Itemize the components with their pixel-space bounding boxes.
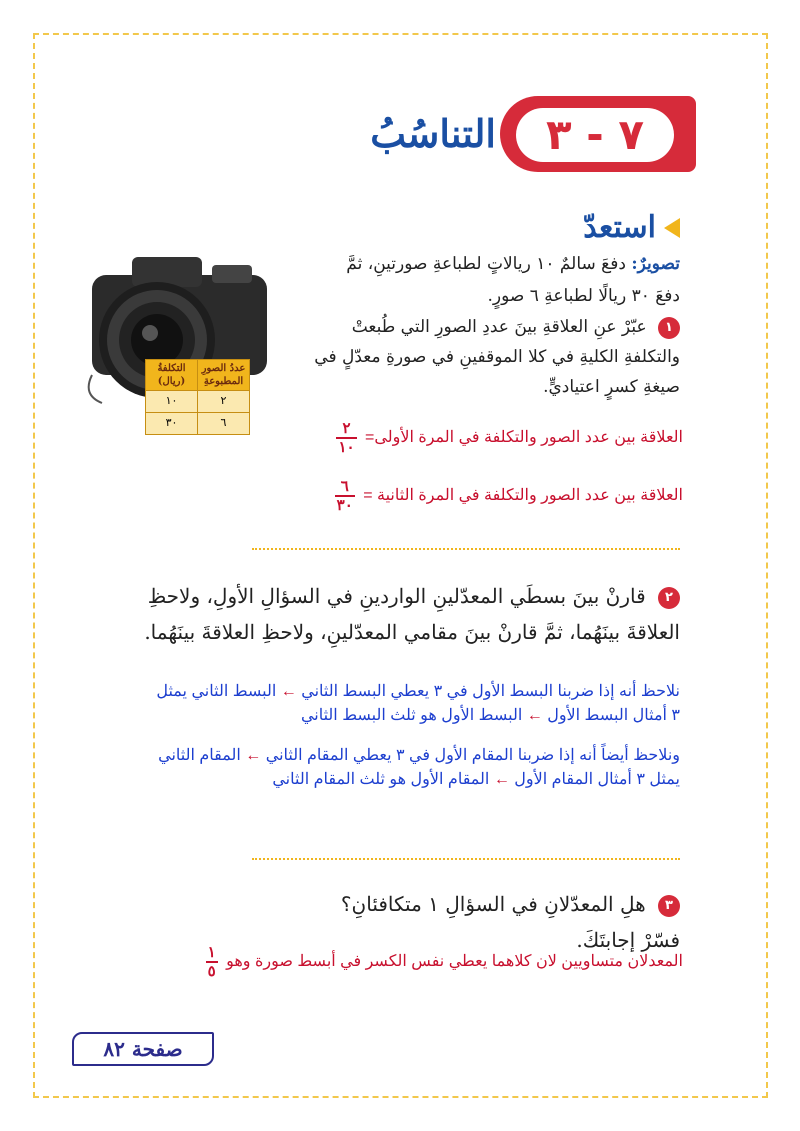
page-number: صفحة ٨٢ bbox=[72, 1032, 214, 1066]
table-cell: ١٠ bbox=[146, 391, 198, 413]
answer-2-text: المقام الأول هو ثلث المقام الثاني bbox=[272, 771, 490, 788]
answer-3 bbox=[80, 944, 683, 980]
question-2-text: قارنْ بينَ بسطَي المعدّلينِ الواردينِ في السؤالِ الأولِ، ولاحظِ العلاقةَ بينَهُما، ثمَّ قارنْ بينَ مقامي المعدّلينِ، ولاحظِ العلاقةَ بينَهُما. bbox=[144, 584, 680, 644]
fraction-numerator: ٦ bbox=[340, 478, 349, 495]
fraction-2-10 bbox=[336, 420, 356, 456]
triangle-icon bbox=[664, 218, 680, 238]
question-1-badge: ١ bbox=[658, 317, 680, 339]
table-header-photos: عددُ الصورِ المطبوعةِ bbox=[198, 360, 250, 391]
answer-2-paragraph-2 bbox=[150, 744, 680, 792]
photos-cost-table bbox=[145, 359, 250, 435]
intro-keyword: تصويرٌ: bbox=[631, 254, 680, 274]
arrow-left-icon: ← bbox=[526, 707, 543, 724]
answer-1-line-1 bbox=[265, 420, 683, 456]
answer-2-paragraph-1 bbox=[150, 680, 680, 728]
question-2 bbox=[120, 578, 680, 650]
answer-3-text: المعدلان متساويين لان كلاهما يعطي نفس الكسر في أبسط صورة وهو bbox=[226, 953, 683, 971]
answer-2-text: المقام الثاني يمثل ٣ أمثال المقام الأول bbox=[158, 747, 680, 788]
table-row bbox=[146, 413, 250, 435]
answer-2-text: ونلاحظ أيضاً أنه إذا ضربنا المقام الأول في ٣ يعطي المقام الثاني bbox=[265, 747, 680, 764]
question-2-badge: ٢ bbox=[658, 587, 680, 609]
table-header-cost: التكلفةُ (ريال) bbox=[146, 360, 198, 391]
divider bbox=[252, 858, 680, 860]
fraction-denominator: ٥ bbox=[207, 963, 216, 980]
fraction-numerator: ٢ bbox=[342, 420, 351, 437]
answer-2-text: البسط الثاني يمثل ٣ أمثال البسط الأول bbox=[156, 683, 680, 724]
question-1-text: عبّرْ عنِ العلاقةِ بينَ عددِ الصورِ التي طُبعتْ والتكلفةِ الكليةِ في كلا الموقفينِ في صورةِ معدّلٍ في صيغةِ كسرٍ اعتياديٍّ. bbox=[314, 317, 680, 397]
answer-2-text: البسط الأول هو ثلث البسط الثاني bbox=[300, 707, 523, 724]
question-3-text: هلِ المعدّلانِ في السؤالِ ١ متكافئانِ؟ فسّرْ إجابتَكَ. bbox=[340, 892, 680, 952]
lesson-title: التناسُبُ bbox=[370, 111, 496, 156]
answer-1-text-2: العلاقة بين عدد الصور والتكلفة في المرة الثانية = bbox=[363, 487, 683, 505]
fraction-6-30 bbox=[335, 478, 355, 514]
question-1 bbox=[300, 312, 680, 402]
question-3-badge: ٣ bbox=[658, 895, 680, 917]
arrow-left-icon: ← bbox=[493, 771, 510, 788]
fraction-denominator: ٣٠ bbox=[336, 497, 353, 514]
answer-2-text: نلاحظ أنه إذا ضربنا البسط الأول في ٣ يعطي البسط الثاني bbox=[301, 683, 680, 700]
table-cell: ٣٠ bbox=[146, 413, 198, 435]
table-row bbox=[146, 391, 250, 413]
divider bbox=[252, 548, 680, 550]
arrow-left-icon: ← bbox=[245, 747, 262, 764]
fraction-denominator: ١٠ bbox=[338, 439, 355, 456]
fraction-1-5 bbox=[206, 944, 218, 980]
prepare-heading bbox=[430, 208, 680, 248]
fraction-numerator: ١ bbox=[207, 944, 216, 961]
answer-1-text-1: العلاقة بين عدد الصور والتكلفة في المرة الأولى= bbox=[365, 429, 683, 447]
arrow-left-icon: ← bbox=[280, 683, 297, 700]
lesson-number: ٧ - ٣ bbox=[516, 108, 674, 162]
table-cell: ٦ bbox=[198, 413, 250, 435]
intro-paragraph bbox=[330, 248, 680, 312]
intro-text: دفعَ سالمٌ ١٠ ريالاتٍ لطباعةِ صورتينِ، ثمَّ دفعَ ٣٠ ريالًا لطباعةِ ٦ صورٍ. bbox=[346, 254, 680, 306]
prepare-label: استعدّ bbox=[583, 210, 656, 245]
answer-1-line-2 bbox=[265, 478, 683, 514]
table-cell: ٢ bbox=[198, 391, 250, 413]
